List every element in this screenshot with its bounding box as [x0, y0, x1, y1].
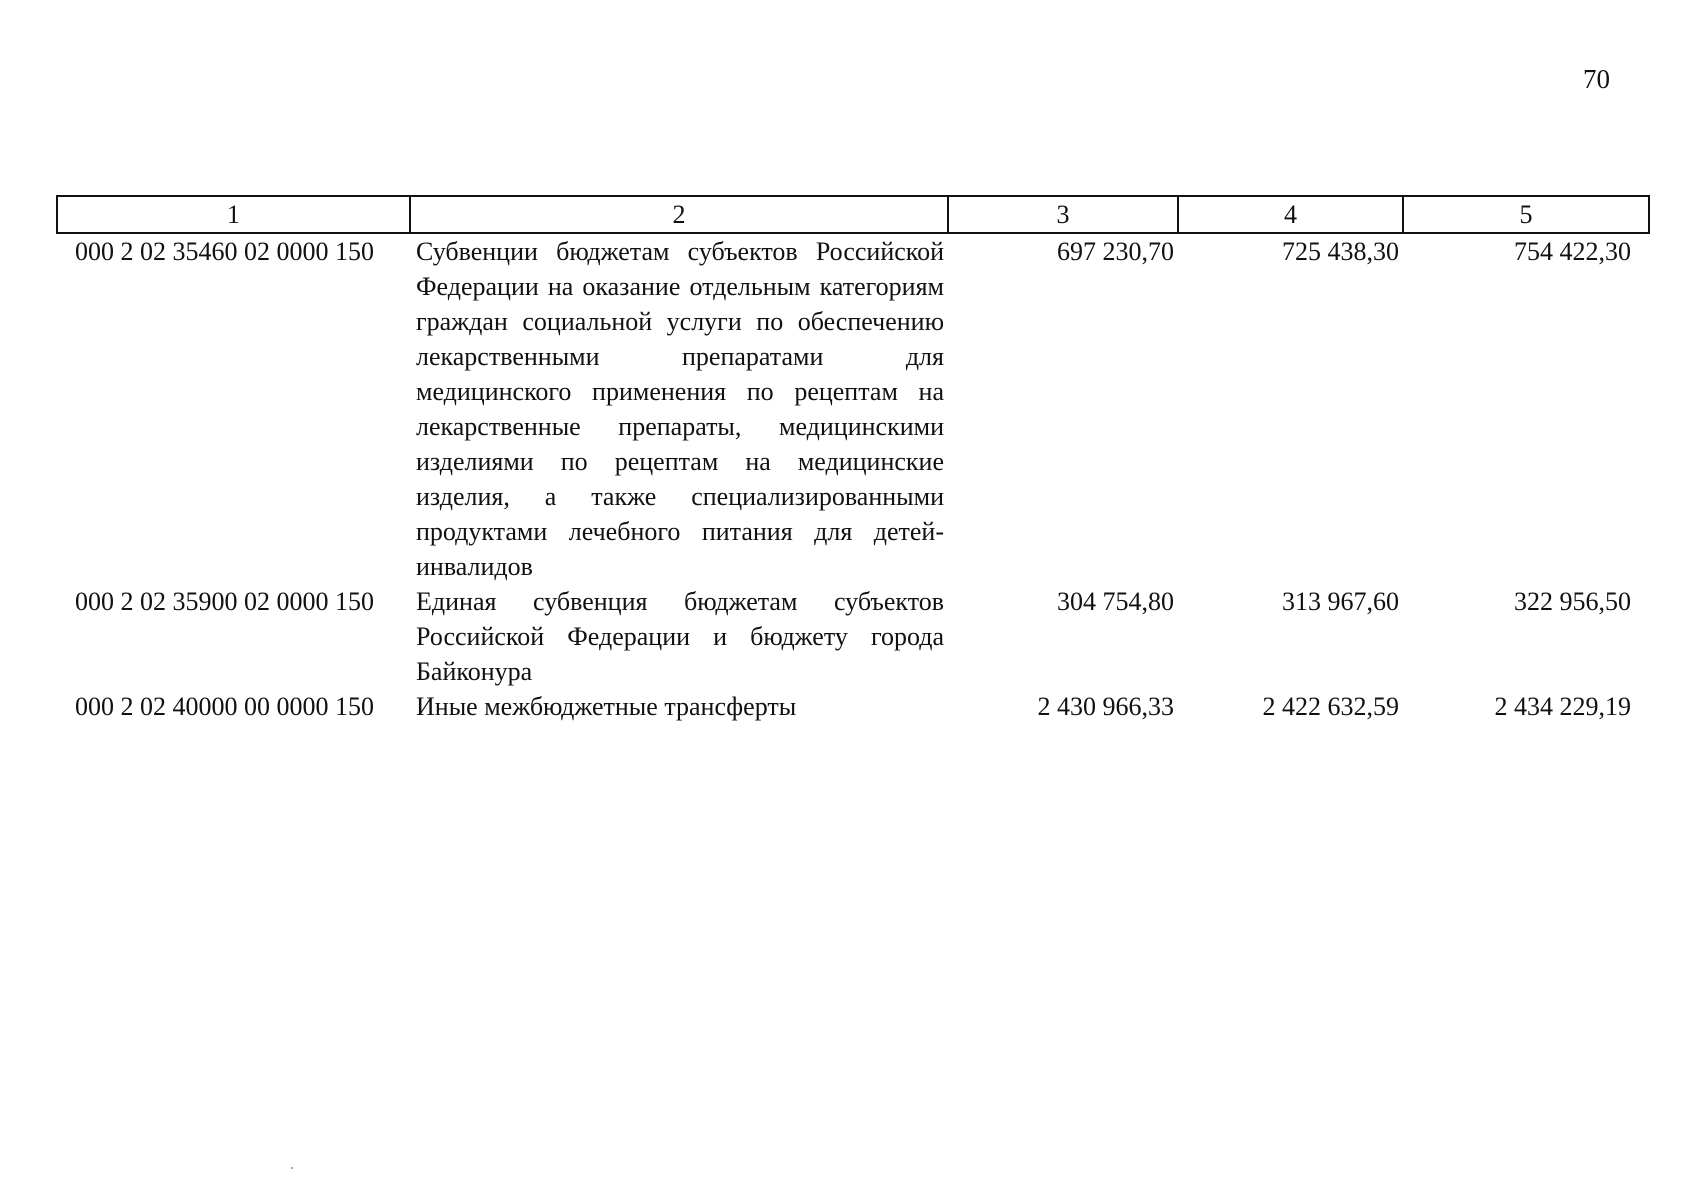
budget-table [56, 195, 1650, 724]
header-row [57, 196, 1649, 233]
row-value-col-3: 2 430 966,33 [1037, 692, 1174, 721]
header-col-4: 4 [1178, 196, 1403, 233]
page-number: 70 [1583, 64, 1610, 94]
header-col-2: 2 [410, 196, 948, 233]
row-value-col-4: 2 422 632,59 [1262, 692, 1399, 721]
row-code: 000 2 02 35900 02 0000 150 [75, 587, 374, 616]
row-name: Субвенции бюджетам субъектов Российской Федерации на оказание отдельным категориям граждан социальной услуги по обеспечению лекарственными препаратами для медицинского применения по рецептам на лекарственные препараты, медицинскими изделиями по рецептам на медицинские изделия, а также специализированными продуктами лечебного питания для детей-инвалидов [416, 237, 944, 581]
row-value-col-4: 725 438,30 [1282, 237, 1399, 266]
table-row [57, 233, 1649, 584]
row-value-col-5: 2 434 229,19 [1494, 692, 1631, 721]
row-code: 000 2 02 40000 00 0000 150 [75, 692, 374, 721]
row-value-col-5: 322 956,50 [1514, 587, 1631, 616]
header-col-3: 3 [948, 196, 1178, 233]
row-value-col-3: 697 230,70 [1057, 237, 1174, 266]
scan-speck [291, 1167, 293, 1169]
row-value-col-5: 754 422,30 [1514, 237, 1631, 266]
row-name: Иные межбюджетные трансферты [416, 692, 797, 721]
header-col-5: 5 [1403, 196, 1649, 233]
row-value-col-3: 304 754,80 [1057, 587, 1174, 616]
header-col-1: 1 [57, 196, 410, 233]
row-code: 000 2 02 35460 02 0000 150 [75, 237, 374, 266]
table-row [57, 584, 1649, 689]
row-name: Единая субвенция бюджетам субъектов Российской Федерации и бюджету города Байконура [416, 587, 944, 686]
table-row [57, 689, 1649, 724]
row-value-col-4: 313 967,60 [1282, 587, 1399, 616]
